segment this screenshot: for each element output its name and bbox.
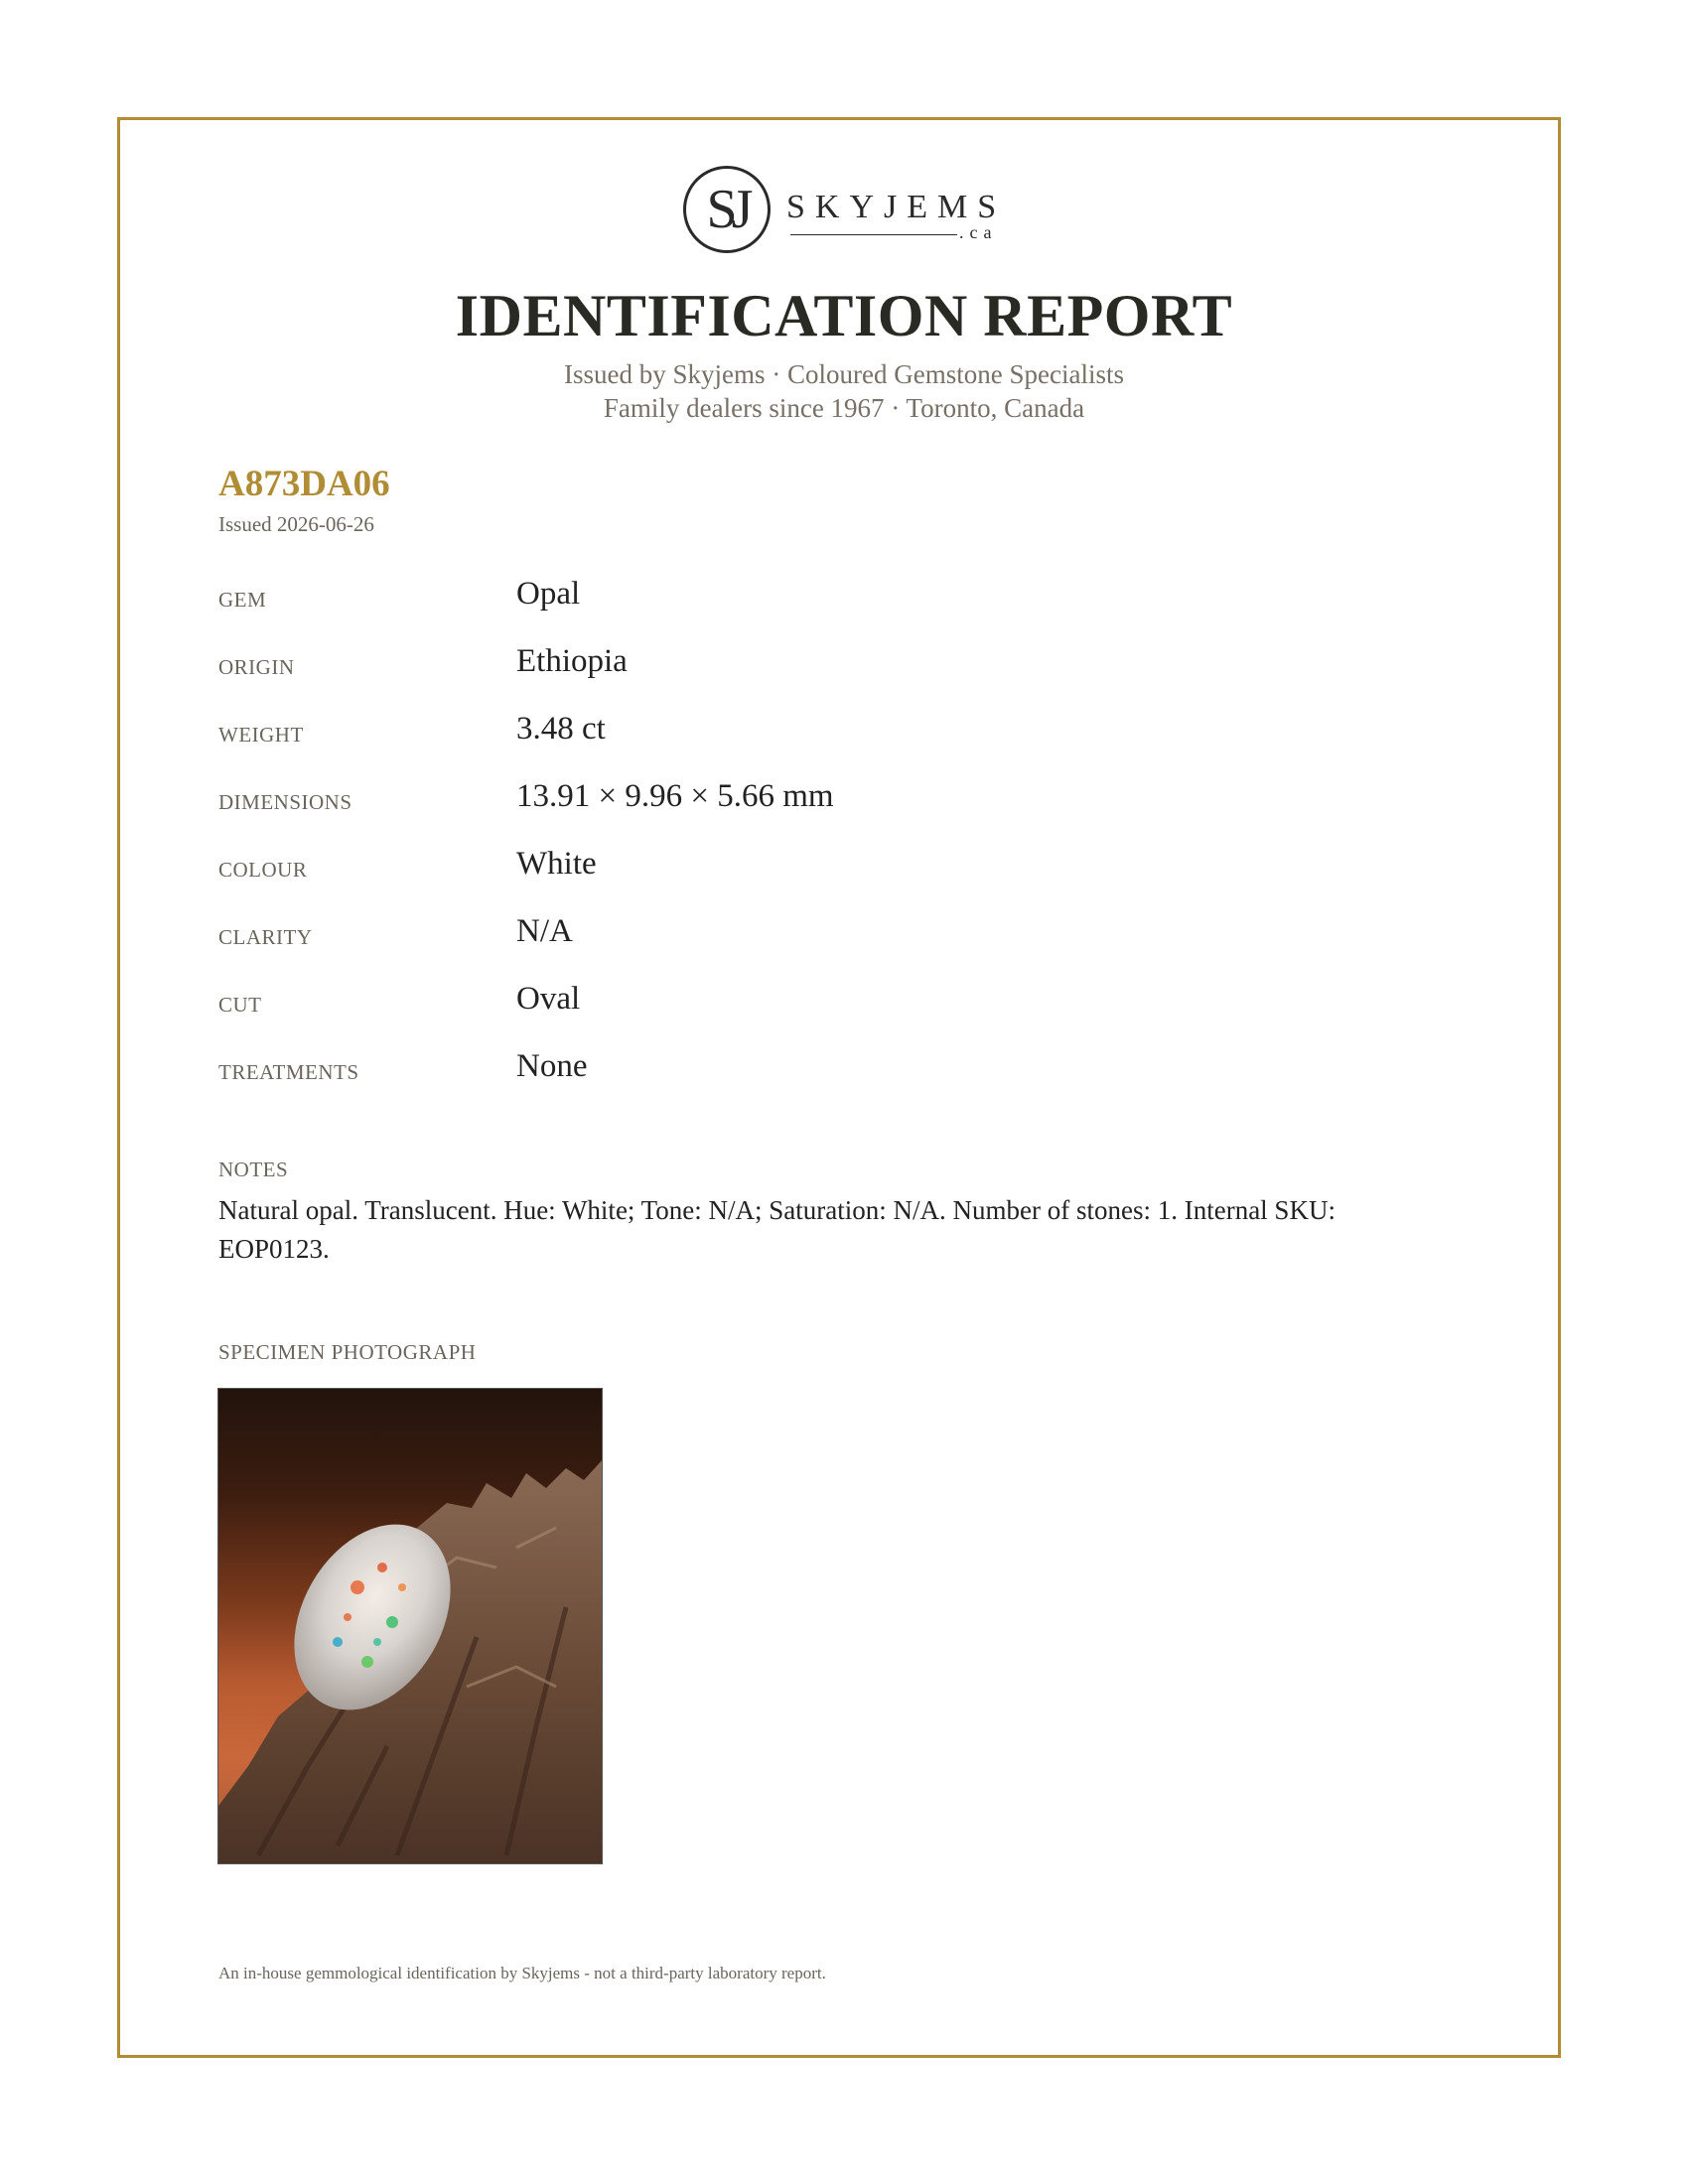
field-value: Oval: [516, 981, 581, 1017]
field-value: Opal: [516, 576, 581, 612]
notes-heading: NOTES: [218, 1158, 289, 1181]
notes-text: Natural opal. Translucent. Hue: White; Tone: N/A; Saturation: N/A. Number of stones: 1. Internal SKU: EOP0123.: [218, 1195, 1336, 1264]
field-label: TREATMENTS: [218, 1060, 359, 1084]
report-id: A873DA06: [218, 464, 390, 504]
logo-domain-suffix: .ca: [959, 222, 998, 242]
issuer-line: Issued by Skyjems · Coloured Gemstone Specialists: [564, 359, 1124, 389]
field-value: Ethiopia: [516, 643, 628, 679]
field-value: 13.91 × 9.96 × 5.66 mm: [516, 778, 834, 814]
field-label: CUT: [218, 993, 262, 1017]
field-label: GEM: [218, 588, 267, 612]
field-gem: [218, 570, 1410, 637]
disclaimer: An in-house gemmological identification by Skyjems - not a third-party laboratory report.: [218, 1964, 826, 1982]
field-value: N/A: [516, 913, 573, 949]
field-cut: [218, 975, 1410, 1042]
field-label: COLOUR: [218, 858, 308, 882]
field-dimensions: [218, 772, 1410, 840]
field-colour: [218, 840, 1410, 907]
logo-monogram: SJ: [683, 166, 771, 253]
field-label: WEIGHT: [218, 723, 304, 747]
issue-date: Issued 2026-06-26: [218, 512, 374, 536]
field-value: 3.48 ct: [516, 711, 606, 747]
field-label: ORIGIN: [218, 655, 295, 679]
report-title: IDENTIFICATION REPORT: [455, 283, 1233, 348]
photo-heading: SPECIMEN PHOTOGRAPH: [218, 1340, 477, 1364]
logo-rule: [790, 234, 957, 235]
dealer-line: Family dealers since 1967 · Toronto, Canada: [603, 393, 1085, 423]
field-clarity: [218, 907, 1410, 975]
field-label: DIMENSIONS: [218, 790, 352, 814]
field-label: CLARITY: [218, 925, 313, 949]
field-weight: [218, 705, 1410, 772]
field-treatments: [218, 1042, 1410, 1110]
field-origin: [218, 637, 1410, 705]
gem-details: [218, 570, 1410, 1110]
field-value: None: [516, 1048, 588, 1084]
skyjems-logo: [683, 163, 1011, 262]
field-value: White: [516, 846, 597, 882]
logo-wordmark: SKYJEMS: [786, 189, 1007, 225]
specimen-photo: [217, 1388, 603, 1864]
